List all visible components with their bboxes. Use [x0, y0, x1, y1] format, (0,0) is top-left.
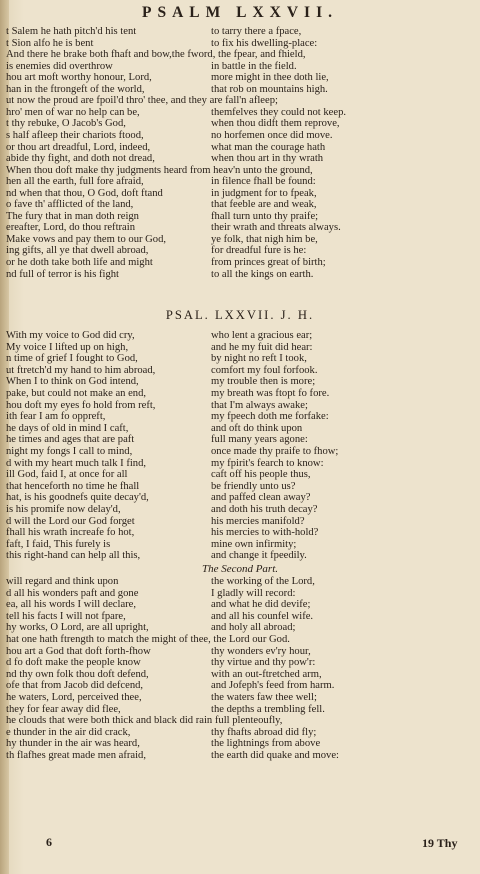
verse-left: tell his facts I will not fpare, — [6, 610, 126, 622]
verse-left: faft, I faid, This furely is — [6, 538, 111, 550]
verse-left: ofe that from Jacob did defcend, — [6, 680, 144, 692]
verse-left: n time of grief I fought to God, — [6, 353, 138, 365]
verse-left: s half afleep their chariots ftood, — [6, 129, 144, 141]
page-title: PSALM LXXVII. — [142, 4, 338, 21]
verse-left: pake, but could not make an end, — [6, 388, 147, 399]
verse-left: d with my heart much talk I find, — [6, 457, 147, 469]
catchword: 19 Thy — [422, 836, 458, 850]
verse-right: what man the courage hath — [211, 141, 326, 153]
verse-right: in judgment for to fpeak, — [211, 187, 317, 199]
verse-right: when thou didft them reprove, — [211, 118, 340, 130]
verse-left: han in the ftrongeft of the world, — [6, 83, 145, 95]
verse-left: When I to think on God intend, — [6, 376, 139, 388]
signature-mark: 6 — [46, 835, 52, 849]
verse-right: be friendly unto us? — [211, 480, 296, 492]
verse-right: and paffed clean away? — [211, 492, 311, 504]
verse-left: that henceforth no time he fhall — [6, 480, 140, 492]
verse-right: in battle in the field. — [211, 60, 297, 72]
verse-right: and change it fpeedily. — [211, 550, 307, 562]
verse-right: I gladly will record: — [211, 587, 296, 599]
verse-right: and doth his truth decay? — [211, 504, 318, 515]
verse-left: he times and ages that are paft — [6, 434, 135, 446]
verse-right: no horfemen once did move. — [211, 129, 333, 141]
verse-left: ill God, faid I, at once for all — [6, 469, 128, 481]
verse-right: full many years agone: — [211, 434, 308, 446]
verse-right: their wrath and threats always. — [211, 222, 341, 234]
verse-right: and Jofeph's feed from harm. — [211, 680, 335, 692]
verse-left: will regard and think upon — [6, 576, 119, 587]
verse-left: d fo doft make the people know — [6, 657, 141, 669]
verse-left: hen all the earth, full fore afraid, — [6, 176, 144, 188]
verse-right: with an out-ftretched arm, — [211, 668, 322, 680]
verse-left: The fury that in man doth reign — [6, 210, 139, 222]
verse-right: my fpirit's fearch to know: — [211, 457, 324, 469]
verse-right: the earth did quake and move: — [211, 750, 339, 761]
verse-right: who lent a gracious ear; — [211, 330, 313, 341]
verse-right: to tarry there a fpace, — [211, 26, 302, 37]
verse-right: once made thy praife to fhow; — [211, 446, 339, 457]
verse-right: more might in thee doth lie, — [211, 72, 329, 84]
verse-right: the waters faw thee well; — [211, 692, 317, 703]
verse-right: thy virtue and thy pow'r: — [211, 657, 316, 669]
verse-right: mine own infirmity; — [211, 538, 297, 550]
verse-right: comfort my foul forfook. — [211, 364, 318, 376]
verse-right: and all his counfel wife. — [211, 610, 314, 622]
verse-left: hy works, O Lord, are all upright, — [6, 622, 149, 634]
verse-left: night my fongs I call to mind, — [6, 446, 133, 457]
verse-left: this right-hand can help all this, — [6, 550, 141, 562]
verse-left: hou art moft worthy honour, Lord, — [6, 72, 152, 84]
verse-left: Make vows and pay them to our God, — [6, 233, 167, 245]
verse-left: hy thunder in the air was heard, — [6, 738, 140, 750]
verse-right: when thou art in thy wrath — [211, 153, 324, 165]
verse-left: hat, is his goodnefs quite decay'd, — [6, 492, 149, 504]
verse-left: t Salem he hath pitch'd his tent — [6, 26, 137, 37]
verse-right: the working of the Lord, — [211, 576, 315, 587]
verse-right: my trouble then is more; — [211, 376, 316, 388]
verse-right: the lightnings from above — [211, 738, 321, 750]
verse-left: he days of old in mind I caft, — [6, 422, 129, 434]
verse-right: thy fhafts abroad did fly; — [211, 726, 317, 738]
verse-left: My voice I lifted up on high, — [6, 341, 129, 353]
verse-right: fhall turn unto thy praife; — [211, 210, 319, 222]
psalm-subtitle: PSAL. LXXVII. J. H. — [165, 308, 315, 322]
verse-left: t thy rebuke, O Jacob's God, — [6, 118, 126, 130]
verse-right: for dreadful fure is he: — [211, 245, 307, 257]
verse-left: t Sion alfo he is bent — [6, 37, 94, 49]
verse-text: he clouds that were both thick and black did rain full plenteoufly, — [6, 715, 283, 727]
verse-right: that I'm always awake; — [211, 399, 308, 411]
verse-right: to all the kings on earth. — [211, 268, 314, 280]
verse-right: ye folk, that nigh him be, — [211, 233, 318, 245]
verse-left: hou art a God that doft forth-fhow — [6, 645, 151, 657]
verse-right: the depths a trembling fell. — [211, 703, 325, 715]
verse-text: And there he brake both fhaft and bow,the fword, the fpear, and fhield, — [6, 49, 306, 61]
verse-left: hou doft my eyes fo hold from reft, — [6, 399, 156, 411]
verse-left: is enemies did overthrow — [6, 60, 113, 72]
verse-left: o fave th' afflicted of the land, — [6, 199, 134, 211]
verse-right: by night no reft I took, — [211, 353, 307, 365]
verse-left: ereafter, Lord, do thou reftrain — [6, 222, 135, 234]
verse-left: hro' men of war no help can be, — [6, 106, 140, 118]
verse-right: my breath was ftopt fo fore. — [211, 388, 330, 399]
verse-right: and what he did devife; — [211, 599, 311, 611]
verse-right: themfelves they could not keep. — [211, 106, 347, 118]
verse-left: nd full of terror is his fight — [6, 268, 119, 280]
verse-right: and holy all abroad; — [211, 622, 296, 634]
verse-left: d will the Lord our God forget — [6, 515, 135, 527]
verse-right: that feeble are and weak, — [211, 199, 317, 211]
verse-left: ing gifts, all ye that dwell abroad, — [6, 245, 149, 257]
verse-left: or he doth take both life and might — [6, 257, 153, 268]
verse-left: nd thy own folk thou doft defend, — [6, 668, 149, 680]
verse-left: With my voice to God did cry, — [6, 330, 135, 341]
verse-left: ut ftretch'd my hand to him abroad, — [6, 364, 156, 376]
verse-left: is his promife now delay'd, — [6, 504, 121, 515]
verse-text: ut now the proud are fpoil'd thro' thee, and they are fall'n afleep; — [6, 95, 278, 107]
verse-right: and he my fuit did hear: — [211, 341, 313, 353]
verse-left: he waters, Lord, perceived thee, — [6, 692, 142, 703]
verse-right: my fpeech doth me forfake: — [211, 411, 329, 423]
verse-text: When thou doft make thy judgments heard from heav'n unto the ground, — [6, 164, 313, 176]
verse-left: th flafhes great made men afraid, — [6, 750, 147, 761]
verse-right: and oft do think upon — [211, 422, 303, 434]
verse-left: or thou art dreadful, Lord, indeed, — [6, 141, 151, 153]
verse-right: that rob on mountains high. — [211, 83, 328, 95]
verse-right: his mercies manifold? — [211, 515, 305, 527]
verse-left: e thunder in the air did crack, — [6, 726, 131, 738]
verse-left: fhall his wrath increafe fo hot, — [6, 527, 135, 539]
verse-left: ea, all his words I will declare, — [6, 599, 137, 611]
verse-left: they for fear away did flee, — [6, 703, 121, 715]
verse-right: caft off his people thus, — [211, 469, 311, 481]
verse-right: to fix his dwelling-place: — [211, 37, 318, 49]
verse-left: abide thy fight, and doth not dread, — [6, 153, 155, 165]
verse-text: hat one hath ftrength to match the might of thee, the Lord our God. — [6, 634, 290, 645]
verse-right: in filence fhall be found: — [211, 176, 316, 188]
verse-right: from princes great of birth; — [211, 257, 326, 268]
verse-right: his mercies to with-hold? — [211, 527, 319, 539]
verse-left: ith fear I am fo oppreft, — [6, 411, 106, 423]
second-part-heading: The Second Part. — [201, 563, 279, 575]
verse-left: nd when that thou, O God, doft ftand — [6, 187, 163, 199]
verse-left: d all his wonders paft and gone — [6, 587, 139, 599]
verse-right: thy wonders ev'ry hour, — [211, 645, 311, 657]
